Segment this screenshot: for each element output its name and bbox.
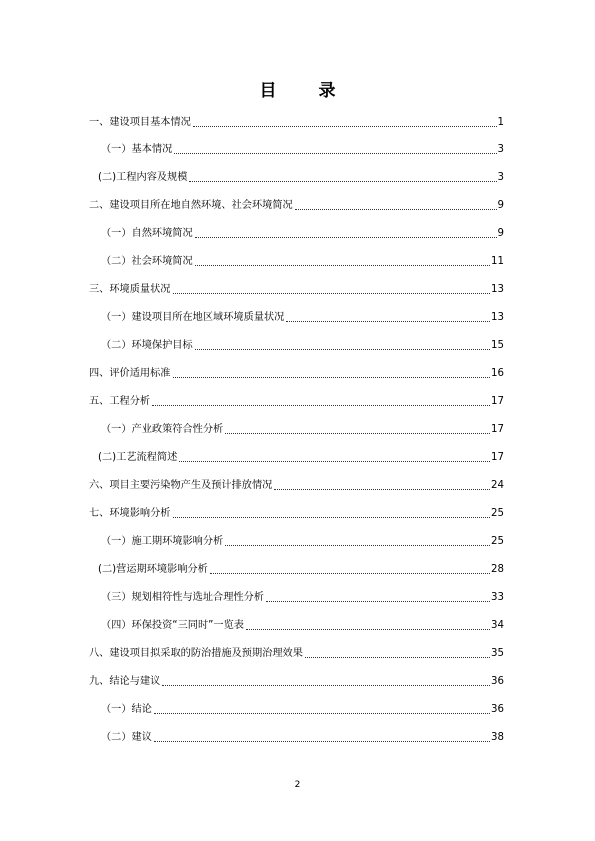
toc-dot-leader	[225, 545, 490, 546]
toc-dot-leader	[305, 657, 490, 658]
toc-entry[interactable]	[101, 255, 504, 269]
toc-dot-leader	[154, 741, 490, 742]
toc-entry[interactable]	[89, 367, 504, 381]
toc-dot-leader	[179, 461, 490, 462]
toc-entry-page: 36	[491, 704, 504, 715]
toc-entry-label: (二)工艺流程简述	[98, 452, 178, 463]
toc-dot-leader	[162, 685, 490, 686]
toc-dot-leader	[286, 321, 490, 322]
toc-entry-page: 13	[491, 312, 504, 323]
toc-entry-page: 3	[497, 144, 504, 155]
toc-entry-page: 9	[497, 228, 504, 239]
toc-dot-leader	[225, 433, 490, 434]
toc-entry-page: 35	[491, 648, 504, 659]
toc-entry-page: 33	[491, 592, 504, 603]
toc-entry-label: （三）规划相符性与选址合理性分析	[101, 592, 264, 603]
toc-entry[interactable]	[89, 283, 504, 297]
toc-entry-label: (二)营运期环境影响分析	[98, 564, 208, 575]
toc-dot-leader	[195, 237, 497, 238]
toc-entry-page: 24	[491, 480, 504, 491]
toc-dot-leader	[195, 265, 490, 266]
toc-entry-label: 四、评价适用标准	[89, 368, 171, 379]
toc-dot-leader	[173, 293, 491, 294]
toc-entry-label: 五、工程分析	[89, 396, 151, 407]
toc-entry[interactable]	[98, 563, 504, 577]
toc-entry-page: 11	[491, 256, 504, 267]
toc-entry[interactable]	[101, 339, 504, 353]
toc-dot-leader	[246, 629, 490, 630]
toc-entry-page: 17	[491, 452, 504, 463]
toc-entry-label: (二)工程内容及规模	[98, 172, 188, 183]
toc-dot-leader	[193, 126, 497, 127]
toc-entry-label: （一）自然环境简况	[101, 228, 193, 239]
toc-entry-label: （一）结论	[101, 704, 152, 715]
toc-dot-leader	[195, 349, 490, 350]
toc-entry[interactable]	[98, 451, 504, 465]
toc-dot-leader	[274, 489, 490, 490]
toc-entry-label: （一）基本情况	[101, 144, 173, 155]
toc-entry-page: 25	[491, 536, 504, 547]
toc-dot-leader	[295, 209, 497, 210]
toc-entry-label: 二、建设项目所在地自然环境、社会环境简况	[89, 200, 293, 211]
toc-entry-label: （一）建设项目所在地区域环境质量状况	[101, 312, 285, 323]
title-char-1: 目	[259, 81, 277, 101]
toc-dot-leader	[174, 153, 496, 154]
toc-dot-leader	[210, 573, 490, 574]
toc-entry-label: 九、结论与建议	[89, 676, 161, 687]
toc-entry[interactable]	[101, 619, 504, 633]
toc-entry-page: 25	[491, 508, 504, 519]
toc-dot-leader	[152, 405, 490, 406]
toc-entry-label: （一）产业政策符合性分析	[101, 424, 224, 435]
toc-entry[interactable]	[101, 311, 504, 325]
toc-entry[interactable]	[89, 116, 504, 130]
toc-entry-page: 17	[491, 396, 504, 407]
page-title	[0, 76, 595, 101]
toc-entry[interactable]	[101, 731, 504, 745]
toc-entry[interactable]	[101, 143, 504, 157]
footer-page-number: 2	[294, 780, 301, 790]
toc-entry[interactable]	[101, 535, 504, 549]
toc-entry[interactable]	[98, 171, 504, 185]
toc-entry-label: （一）施工期环境影响分析	[101, 536, 224, 547]
toc-entry-page: 38	[491, 732, 504, 743]
toc-entry-label: 六、项目主要污染物产生及预计排放情况	[89, 480, 273, 491]
toc-entry[interactable]	[89, 479, 504, 493]
toc-entry-label: 七、环境影响分析	[89, 508, 171, 519]
toc-dot-leader	[266, 601, 490, 602]
toc-entry-page: 17	[491, 424, 504, 435]
toc-entry-page: 15	[491, 340, 504, 351]
toc-entry[interactable]	[89, 199, 504, 213]
toc-entry-label: 三、环境质量状况	[89, 284, 171, 295]
toc-entry-page: 36	[491, 676, 504, 687]
toc-entry-label: 八、建设项目拟采取的防治措施及预期治理效果	[89, 648, 303, 659]
toc-dot-leader	[173, 517, 491, 518]
toc-entry-page: 1	[497, 117, 504, 128]
toc-entry[interactable]	[89, 647, 504, 661]
toc-entry[interactable]	[101, 703, 504, 717]
toc-dot-leader	[173, 377, 491, 378]
toc-entry-label: （二）建议	[101, 732, 152, 743]
toc-entry-label: 一、建设项目基本情况	[89, 117, 191, 128]
toc-entry[interactable]	[101, 227, 504, 241]
toc-dot-leader	[154, 713, 490, 714]
toc-entry-page: 3	[497, 172, 504, 183]
toc-entry-label: （二）社会环境简况	[101, 256, 193, 267]
toc-dot-leader	[189, 181, 496, 182]
toc-entry-page: 16	[491, 368, 504, 379]
toc-entry[interactable]	[89, 395, 504, 409]
toc-entry-page: 34	[491, 620, 504, 631]
toc-entry-page: 9	[497, 200, 504, 211]
toc-entry[interactable]	[89, 675, 504, 689]
toc-entry[interactable]	[101, 423, 504, 437]
toc-entry-page: 28	[491, 564, 504, 575]
toc-entry[interactable]	[101, 591, 504, 605]
toc-entry-page: 13	[491, 284, 504, 295]
toc-entry[interactable]	[89, 507, 504, 521]
title-char-2: 录	[318, 81, 336, 101]
toc-entry-label: （四）环保投资“三同时”一览表	[101, 620, 244, 631]
toc-entry-label: （二）环境保护目标	[101, 340, 193, 351]
